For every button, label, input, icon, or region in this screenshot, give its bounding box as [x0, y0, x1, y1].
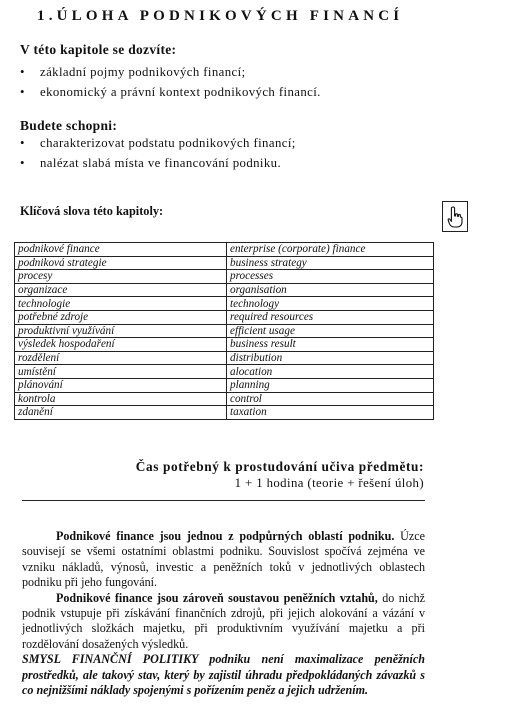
keyword-row: [15, 324, 434, 338]
keyword-czech: výsledek hospodaření: [15, 338, 227, 352]
keyword-row: [15, 351, 434, 365]
keywords-table: [14, 242, 434, 420]
body-text: [22, 529, 425, 698]
bullet-icon: •: [20, 156, 25, 170]
keyword-row: [15, 270, 434, 284]
keyword-czech: plánování: [15, 378, 227, 392]
learn-item-text: základní pojmy podnikových financí;: [40, 65, 246, 79]
keywords-heading: Klíčová slova této kapitoly:: [20, 204, 164, 218]
paragraph-3: SMYSL FINANČNÍ POLITIKY podniku není maximalizace peněžních prostředků, ale takový stav, který by zajistil úhradu předpokládaných závazků s co nejnižšími náklady spojenými s pořízením peněz a jejich udržením.: [22, 652, 425, 698]
paragraph-2-text: do nichž podnik vstupuje při získávání finančních zdrojů, při jejich alokování a vázání v jednotlivých složkách majetku, při produktivním využívání majetku a při rozdělování dosažených výsledků.: [22, 590, 425, 651]
keyword-english: control: [227, 392, 434, 406]
keyword-row: [15, 297, 434, 311]
keyword-czech: podnikové finance: [15, 243, 227, 257]
keyword-czech: technologie: [15, 297, 227, 311]
keyword-czech: rozdělení: [15, 351, 227, 365]
keyword-row: [15, 283, 434, 297]
hand-pointing-icon-graphic: [447, 206, 463, 228]
able-item-1: [20, 136, 296, 151]
able-heading: Budete schopni:: [20, 118, 118, 133]
chapter-title: 1.ÚLOHA PODNIKOVÝCH FINANCÍ: [37, 8, 404, 24]
learn-item-1: [20, 65, 246, 80]
keyword-english: planning: [227, 378, 434, 392]
paragraph-1: [22, 529, 425, 591]
paragraph-1-text: Úzce souvisejí se všemi ostatními oblastmi podniku. Souvislost spočívá zejména ve vzniku nákladů, výnosů, investic a peněžních toků v jednotlivých oblastech podniku při jeho fungování.: [22, 529, 425, 590]
keyword-english: business result: [227, 338, 434, 352]
bullet-icon: •: [20, 65, 25, 79]
keyword-row: [15, 406, 434, 420]
keyword-czech: potřebné zdroje: [15, 310, 227, 324]
keyword-row: [15, 338, 434, 352]
keyword-english: required resources: [227, 310, 434, 324]
keyword-row: [15, 378, 434, 392]
keyword-row: [15, 365, 434, 379]
keyword-row: [15, 310, 434, 324]
able-item-text: nalézat slabá místa ve financování podniku.: [40, 156, 282, 170]
keyword-english: taxation: [227, 406, 434, 420]
keyword-czech: zdanění: [15, 406, 227, 420]
paragraph-2-lead: Podnikové finance jsou zároveň soustavou peněžních vztahů,: [56, 590, 378, 605]
study-time-label: Čas potřebný k prostudování učiva předmětu:: [135, 459, 424, 474]
keyword-english: organisation: [227, 283, 434, 297]
learn-item-text: ekonomický a právní kontext podnikových financí.: [40, 85, 321, 99]
learn-heading: V této kapitole se dozvíte:: [20, 42, 177, 57]
paragraph-1-lead: Podnikové finance jsou jednou z podpůrných oblastí podniku.: [56, 529, 395, 543]
keyword-english: alocation: [227, 365, 434, 379]
learn-item-2: [20, 85, 321, 100]
bullet-icon: •: [20, 136, 25, 150]
able-item-text: charakterizovat podstatu podnikových financí;: [40, 136, 296, 150]
keyword-czech: podniková strategie: [15, 256, 227, 270]
hand-pointing-icon: [442, 201, 468, 232]
keyword-row: [15, 392, 434, 406]
keyword-czech: umístění: [15, 365, 227, 379]
study-time-value: 1 + 1 hodina (teorie + řešení úloh): [234, 476, 424, 490]
keyword-english: processes: [227, 270, 434, 284]
keyword-row: [15, 243, 434, 257]
divider: [22, 500, 425, 501]
keyword-english: efficient usage: [227, 324, 434, 338]
able-item-2: [20, 156, 281, 171]
keyword-czech: kontrola: [15, 392, 227, 406]
paragraph-2: [22, 591, 425, 653]
keyword-czech: procesy: [15, 270, 227, 284]
keyword-english: business strategy: [227, 256, 434, 270]
keyword-row: [15, 256, 434, 270]
keyword-english: technology: [227, 297, 434, 311]
bullet-icon: •: [20, 85, 25, 99]
keyword-czech: produktivní využívání: [15, 324, 227, 338]
keyword-czech: organizace: [15, 283, 227, 297]
keyword-english: distribution: [227, 351, 434, 365]
keyword-english: enterprise (corporate) finance: [227, 243, 434, 257]
